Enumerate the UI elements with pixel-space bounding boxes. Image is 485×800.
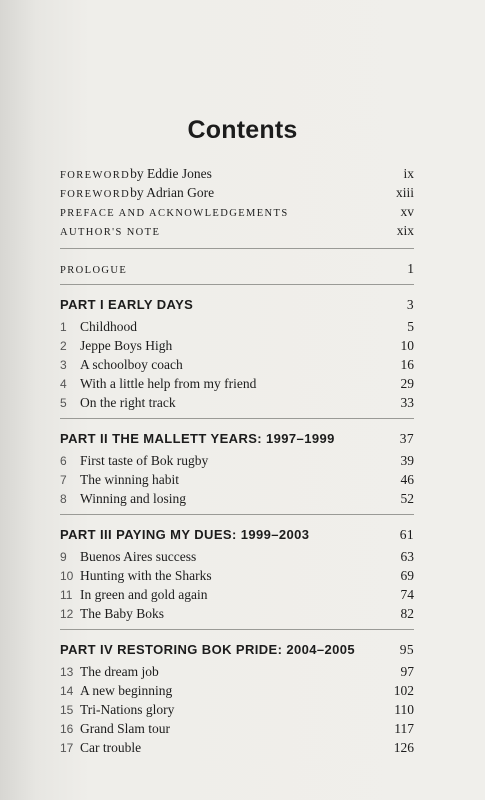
chapter-title: The dream job <box>80 664 159 679</box>
toc-entry-prologue <box>60 261 414 280</box>
chapter-title: With a little help from my friend <box>80 376 257 391</box>
chapter-number: 17 <box>60 741 74 755</box>
entry-label: PREFACE AND ACKNOWLEDGEMENTS <box>60 208 289 219</box>
chapter-page: 69 <box>400 568 414 583</box>
page-title: Contents <box>187 116 298 144</box>
chapter-entry <box>60 664 414 683</box>
chapter-entry <box>60 702 414 721</box>
chapter-page: 117 <box>394 721 414 736</box>
divider <box>60 418 414 419</box>
part-heading <box>60 642 414 664</box>
chapter-entry <box>60 683 414 702</box>
entry-label-suffix: by Adrian Gore <box>130 185 215 200</box>
chapter-entry <box>60 491 414 510</box>
entry-label: PROLOGUE <box>60 265 128 276</box>
chapter-entry <box>60 376 414 395</box>
chapter-page: 39 <box>400 453 414 468</box>
chapter-number: 12 <box>60 607 74 621</box>
chapter-page: 74 <box>400 587 414 602</box>
chapter-number: 14 <box>60 684 74 698</box>
part-heading <box>60 431 414 453</box>
part-title: PART III PAYING MY DUES: 1999–2003 <box>60 527 310 542</box>
part-page: 37 <box>399 431 414 446</box>
chapter-page: 110 <box>394 702 414 717</box>
chapter-title: A new beginning <box>80 683 173 698</box>
toc-entry-foreword-jones <box>60 166 414 185</box>
chapter-number: 9 <box>60 550 67 564</box>
chapter-entry <box>60 395 414 414</box>
chapter-title: Hunting with the Sharks <box>80 568 212 583</box>
entry-page: xix <box>396 223 414 238</box>
chapter-number: 2 <box>60 339 67 353</box>
toc-entry-authors-note <box>60 223 414 242</box>
entry-label: AUTHOR'S NOTE <box>60 227 161 238</box>
chapter-entry <box>60 453 414 472</box>
chapter-number: 10 <box>60 569 74 583</box>
part-title: PART IV RESTORING BOK PRIDE: 2004–2005 <box>60 642 356 657</box>
chapter-entry <box>60 319 414 338</box>
entry-page: xv <box>400 204 414 219</box>
chapter-title: Car trouble <box>80 740 142 755</box>
entry-label: FOREWORD <box>60 170 131 181</box>
chapter-number: 16 <box>60 722 74 736</box>
toc-entry-preface <box>60 204 414 223</box>
part-title: PART II THE MALLETT YEARS: 1997–1999 <box>60 431 335 446</box>
chapter-number: 3 <box>60 358 67 372</box>
divider <box>60 629 414 630</box>
table-of-contents <box>60 166 414 759</box>
chapter-page: 102 <box>393 683 414 698</box>
chapter-number: 7 <box>60 473 67 487</box>
chapter-title: Childhood <box>80 319 138 334</box>
part-title: PART I EARLY DAYS <box>60 297 194 312</box>
entry-page: ix <box>403 166 414 181</box>
chapter-entry <box>60 606 414 625</box>
chapter-page: 16 <box>400 357 414 372</box>
chapter-page: 52 <box>400 491 414 506</box>
chapter-number: 1 <box>60 320 67 334</box>
divider <box>60 284 414 285</box>
chapter-number: 5 <box>60 396 67 410</box>
part-page: 95 <box>399 642 414 657</box>
chapter-entry <box>60 568 414 587</box>
divider <box>60 248 414 249</box>
entry-page: 1 <box>407 261 414 276</box>
chapter-title: Grand Slam tour <box>80 721 170 736</box>
chapter-page: 126 <box>393 740 414 755</box>
part-heading <box>60 297 414 319</box>
chapter-page: 29 <box>400 376 414 391</box>
chapter-entry <box>60 740 414 759</box>
divider <box>60 514 414 515</box>
chapter-page: 97 <box>400 664 414 679</box>
chapter-title: Tri-Nations glory <box>80 702 175 717</box>
chapter-page: 46 <box>400 472 414 487</box>
chapter-title: The winning habit <box>80 472 179 487</box>
chapter-entry <box>60 338 414 357</box>
chapter-page: 63 <box>400 549 414 564</box>
chapter-entry <box>60 472 414 491</box>
entry-label: FOREWORD <box>60 189 131 200</box>
chapter-number: 11 <box>60 588 73 602</box>
chapter-number: 15 <box>60 703 74 717</box>
chapter-number: 13 <box>60 665 74 679</box>
chapter-title: On the right track <box>80 395 176 410</box>
chapter-number: 6 <box>60 454 67 468</box>
chapter-title: A schoolboy coach <box>80 357 183 372</box>
entry-label-suffix: by Eddie Jones <box>130 166 212 181</box>
chapter-page: 10 <box>400 338 414 353</box>
chapter-page: 5 <box>407 319 414 334</box>
chapter-page: 82 <box>400 606 414 621</box>
chapter-entry <box>60 357 414 376</box>
part-heading <box>60 527 414 549</box>
chapter-number: 4 <box>60 377 67 391</box>
chapter-title: First taste of Bok rugby <box>80 453 209 468</box>
chapter-title: Buenos Aires success <box>80 549 197 564</box>
part-page: 3 <box>406 297 414 312</box>
chapter-number: 8 <box>60 492 67 506</box>
entry-page: xiii <box>395 185 414 200</box>
chapter-title: Jeppe Boys High <box>80 338 173 353</box>
chapter-entry <box>60 587 414 606</box>
chapter-page: 33 <box>400 395 414 410</box>
chapter-title: In green and gold again <box>80 587 208 602</box>
part-page: 61 <box>399 527 414 542</box>
chapter-title: The Baby Boks <box>80 606 164 621</box>
toc-entry-foreword-gore <box>60 185 414 204</box>
chapter-title: Winning and losing <box>80 491 186 506</box>
chapter-entry <box>60 549 414 568</box>
chapter-entry <box>60 721 414 740</box>
